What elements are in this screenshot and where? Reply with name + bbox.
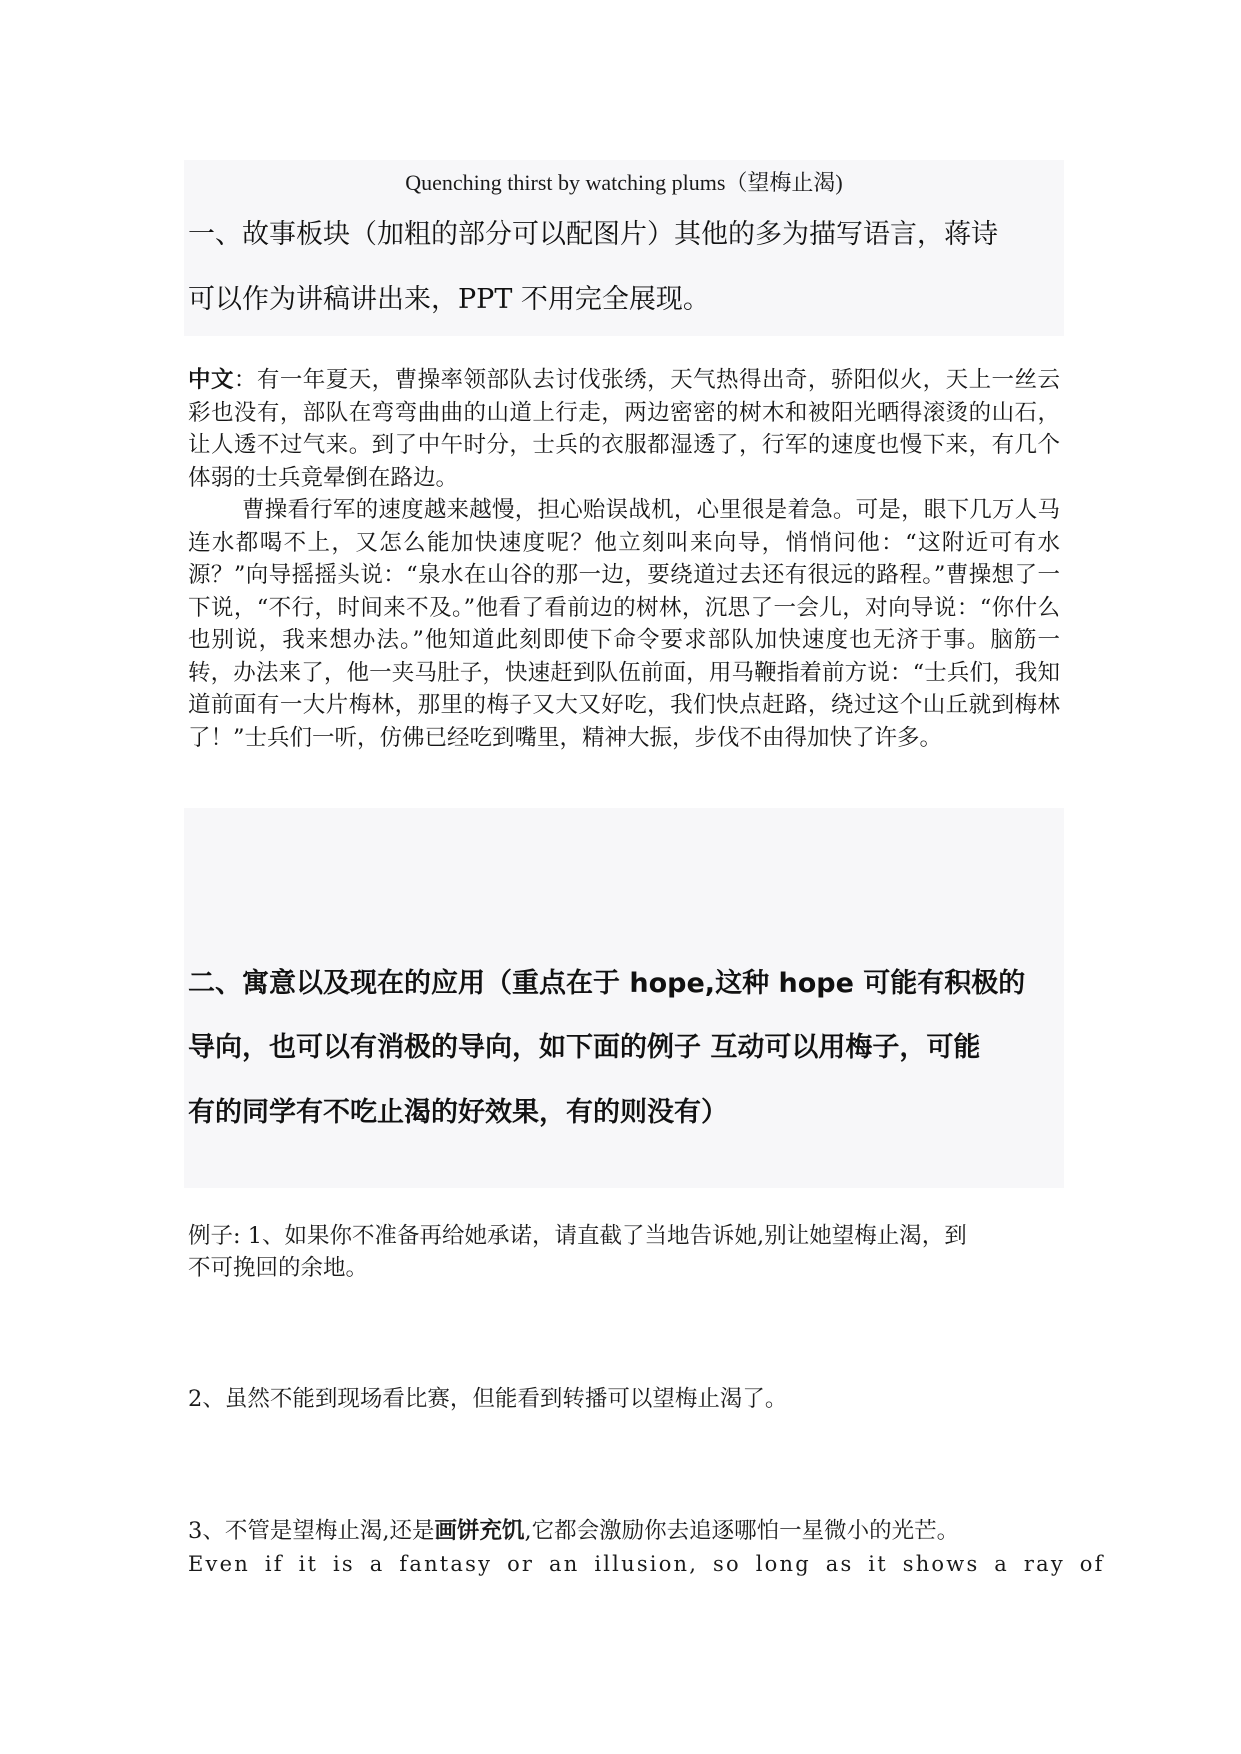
example-1-line-1: 例子: 1、如果你不准备再给她承诺，请直截了当地告诉她,别让她望梅止渴，到 [188, 1223, 967, 1249]
story-paragraph-2: 曹操看行军的速度越来越慢，担心贻误战机，心里很是着急。可是，眼下几万人马连水都喝不上，又怎么能加快速度呢？他立刻叫来向导，悄悄问他：“这附近可有水源？”向导摇摇头说：“泉水在山谷的那一边，要绕道过去还有很远的路程。”曹操想了一下说，“不行，时间来不及。”他看了看前边的树林，沉思了一会儿，对向导说：“你什么也别说，我来想办法。”他知道此刻即使下命令要求部队加快速度也无济于事。脑筋一转，办法来了，他一夹马肚子，快速赶到队伍前面，用马鞭指着前方说：“士兵们，我知道前面有一大片梅林，那里的梅子又大又好吃，我们快点赶路，绕过这个山丘就到梅林了！”士兵们一听，仿佛已经吃到嘴里，精神大振，步伐不由得加快了许多。 [188, 497, 1060, 751]
example-3-bold: 画饼充饥 [434, 1518, 525, 1544]
example-1-line-2: 不可挽回的余地。 [188, 1255, 369, 1281]
section1-heading-line1: 一、故事板块（加粗的部分可以配图片）其他的多为描写语言，蒋诗 [188, 219, 998, 250]
section1-heading-line2: 可以作为讲稿讲出来，PPT 不用完全展现。 [188, 284, 710, 315]
english-line: Even if it is a fantasy or an illusion, so long as it shows a ray of [188, 1552, 1105, 1576]
section2-heading-line1: 二、寓意以及现在的应用（重点在于 hope,这种 hope 可能有积极的 [188, 968, 1026, 999]
example-3-prefix: 3、不管是望梅止渴,还是 [188, 1518, 435, 1544]
section2-heading-line2: 导向，也可以有消极的导向，如下面的例子 互动可以用梅子，可能 [188, 1032, 981, 1063]
section2-heading-line3: 有的同学有不吃止渴的好效果，有的则没有） [188, 1097, 728, 1128]
example-3-suffix: ,它都会激励你去追逐哪怕一星微小的光芒。 [524, 1518, 960, 1544]
example-2: 2、虽然不能到现场看比赛，但能看到转播可以望梅止渴了。 [188, 1386, 788, 1412]
story-paragraph-1 [188, 364, 1060, 494]
example-3 [188, 1515, 1060, 1547]
story-paragraph-1-text: ：有一年夏天，曹操率领部队去讨伐张绣，天气热得出奇，骄阳似火，天上一丝云彩也没有，部队在弯弯曲曲的山道上行走，两边密密的树木和被阳光晒得滚烫的山石，让人透不过气来。到了中午时分，士兵的衣服都湿透了，行军的速度也慢下来，有几个体弱的士兵竟晕倒在路边。 [188, 367, 1060, 491]
story-label: 中文 [188, 367, 234, 393]
document-title: Quenching thirst by watching plums（望梅止渴) [405, 170, 843, 195]
